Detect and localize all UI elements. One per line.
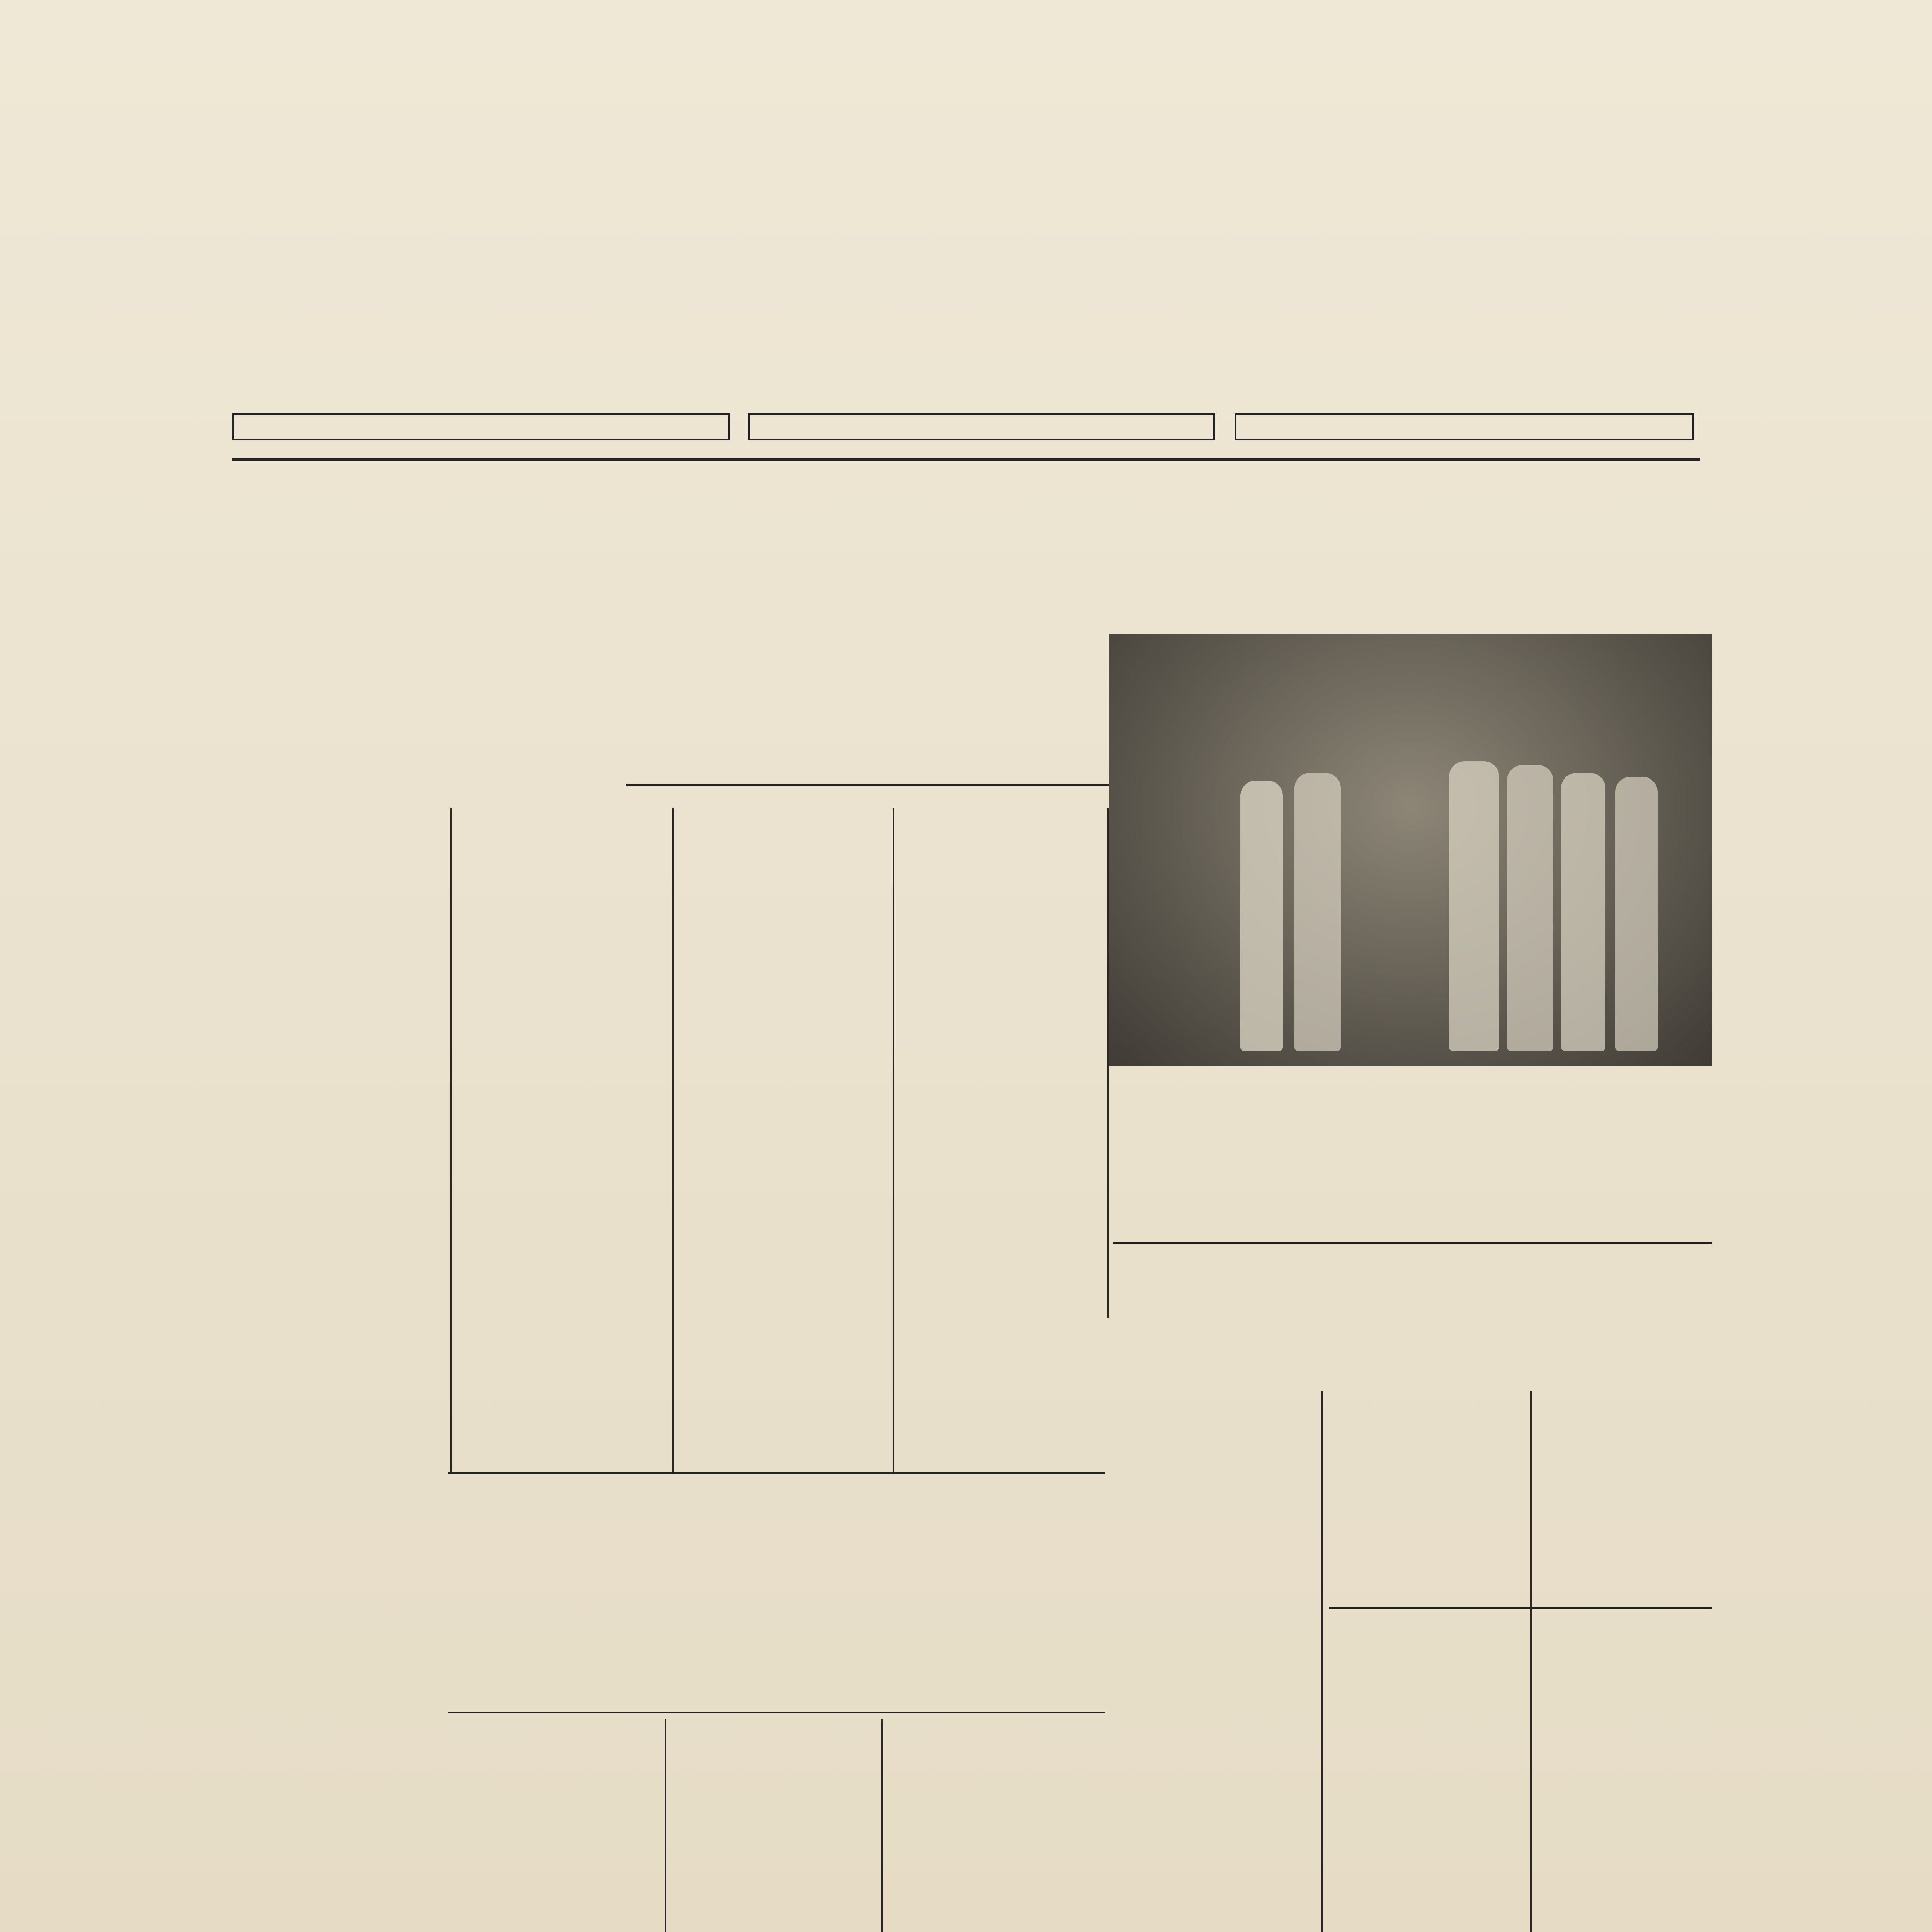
column-rule xyxy=(1107,808,1109,1318)
photo-figure xyxy=(1294,773,1341,1051)
column-rule xyxy=(450,808,452,1472)
reply-label xyxy=(1329,1607,1712,1609)
speech-column-3 xyxy=(1538,1252,1712,1592)
column-rule xyxy=(672,808,674,1472)
georgia-top-rule xyxy=(448,1472,1105,1474)
article1-column-3a xyxy=(680,823,887,866)
speech-column-2 xyxy=(1329,1252,1524,1592)
issue-info-owner xyxy=(748,413,1215,440)
article1-column-1b xyxy=(214,1561,440,1932)
georgia-rule xyxy=(448,1712,1105,1713)
column-rule xyxy=(1321,1391,1323,1932)
speech-column-1 xyxy=(1113,1252,1314,1932)
article1-column-4 xyxy=(900,823,1101,1441)
georgia-column-2a xyxy=(672,1727,875,1750)
photo-caption xyxy=(1113,1070,1708,1140)
georgia-column-2b xyxy=(672,1835,875,1932)
photo-figure xyxy=(1507,765,1553,1051)
issue-date xyxy=(1235,413,1694,440)
reply-column-1 xyxy=(1329,1754,1522,1932)
article1-column-2 xyxy=(458,823,667,1464)
article1-column-3b xyxy=(680,958,887,1464)
speech-rule xyxy=(1113,1242,1712,1244)
issue-info-left xyxy=(232,413,730,440)
georgia-column-1 xyxy=(452,1727,659,1932)
photo-figure xyxy=(1615,777,1658,1051)
column-rule xyxy=(893,808,894,1472)
news-photo xyxy=(1109,634,1712,1066)
article1-byline xyxy=(626,784,1121,786)
reply-column-2 xyxy=(1538,1754,1712,1932)
article1-column-1 xyxy=(214,823,440,1522)
photo-figure xyxy=(1240,781,1283,1051)
masthead-title xyxy=(488,147,1483,309)
column-rule xyxy=(881,1719,883,1932)
masthead-rule xyxy=(232,458,1700,461)
column-rule xyxy=(1530,1391,1532,1932)
photo-figure xyxy=(1449,761,1499,1051)
column-rule xyxy=(665,1719,666,1932)
photo-figure xyxy=(1561,773,1605,1051)
georgia-column-3a xyxy=(889,1727,1101,1874)
